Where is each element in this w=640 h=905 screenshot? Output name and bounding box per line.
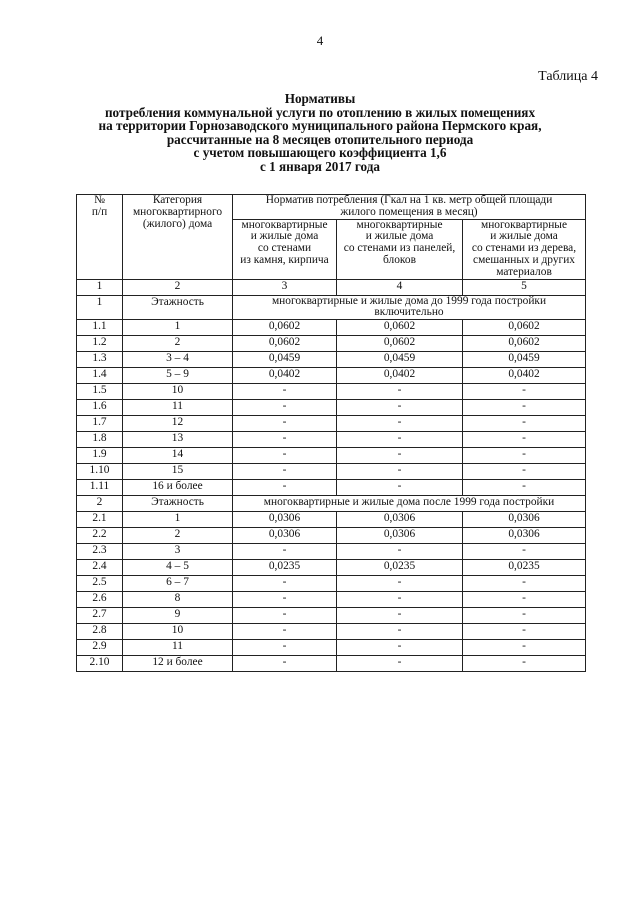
value-wood-mixed: - — [463, 592, 586, 608]
table-row — [77, 336, 586, 352]
table-row — [77, 624, 586, 640]
row-num: 1.1 — [77, 320, 123, 336]
value-panels-blocks: - — [337, 384, 463, 400]
table-row — [77, 640, 586, 656]
table-row — [77, 656, 586, 672]
row-num: 2.1 — [77, 512, 123, 528]
section-2-rows — [77, 512, 586, 672]
row-category: 1 — [123, 320, 233, 336]
row-category: 4 – 5 — [123, 560, 233, 576]
value-stone-brick: - — [233, 576, 337, 592]
title-line: с учетом повышающего коэффициента 1,6 — [193, 145, 447, 161]
row-category: 12 и более — [123, 656, 233, 672]
row-category: 15 — [123, 464, 233, 480]
value-wood-mixed: 0,0402 — [463, 368, 586, 384]
row-category: 3 — [123, 544, 233, 560]
table-row — [77, 464, 586, 480]
row-category: 6 – 7 — [123, 576, 233, 592]
value-wood-mixed: - — [463, 480, 586, 496]
table-row — [77, 528, 586, 544]
table-row — [77, 544, 586, 560]
title-line: на территории Горнозаводского муниципального района Пермского края, — [98, 118, 542, 134]
value-stone-brick: - — [233, 624, 337, 640]
table-row — [77, 576, 586, 592]
row-num: 1.2 — [77, 336, 123, 352]
table-row — [77, 352, 586, 368]
table-label: Таблица 4 — [538, 69, 598, 84]
row-category: 9 — [123, 608, 233, 624]
value-stone-brick: - — [233, 608, 337, 624]
value-panels-blocks: - — [337, 432, 463, 448]
row-num: 2.3 — [77, 544, 123, 560]
value-panels-blocks: - — [337, 592, 463, 608]
header-num: № п/п — [77, 195, 123, 280]
value-stone-brick: - — [233, 432, 337, 448]
row-num: 1.5 — [77, 384, 123, 400]
table-row — [77, 448, 586, 464]
row-num: 2.10 — [77, 656, 123, 672]
table-header — [77, 195, 586, 296]
table-row — [77, 320, 586, 336]
row-category: 2 — [123, 336, 233, 352]
row-category: 8 — [123, 592, 233, 608]
value-wood-mixed: - — [463, 640, 586, 656]
value-stone-brick: - — [233, 640, 337, 656]
value-panels-blocks: 0,0306 — [337, 512, 463, 528]
section-label: Этажность — [123, 496, 233, 512]
section-row — [77, 496, 586, 512]
value-stone-brick: - — [233, 448, 337, 464]
table-row — [77, 512, 586, 528]
row-num: 2.8 — [77, 624, 123, 640]
table-row — [77, 384, 586, 400]
value-stone-brick: 0,0602 — [233, 320, 337, 336]
section-num: 1 — [77, 295, 123, 320]
header-norm: Норматив потребления (Гкал на 1 кв. метр общей площади жилого помещения в месяц) — [233, 195, 586, 220]
row-category: 10 — [123, 384, 233, 400]
column-number: 2 — [123, 279, 233, 295]
value-panels-blocks: - — [337, 544, 463, 560]
value-wood-mixed: 0,0602 — [463, 336, 586, 352]
value-wood-mixed: - — [463, 432, 586, 448]
row-num: 2.9 — [77, 640, 123, 656]
value-wood-mixed: - — [463, 400, 586, 416]
value-panels-blocks: 0,0402 — [337, 368, 463, 384]
table-row — [77, 480, 586, 496]
table-row — [77, 400, 586, 416]
row-category: 2 — [123, 528, 233, 544]
title-line: рассчитанные на 8 месяцев отопительного периода — [166, 131, 474, 147]
row-num: 1.4 — [77, 368, 123, 384]
value-wood-mixed: - — [463, 464, 586, 480]
row-num: 1.9 — [77, 448, 123, 464]
row-category: 16 и более — [123, 480, 233, 496]
row-category: 11 — [123, 400, 233, 416]
row-num: 1.11 — [77, 480, 123, 496]
row-category: 1 — [123, 512, 233, 528]
row-num: 1.6 — [77, 400, 123, 416]
value-panels-blocks: - — [337, 400, 463, 416]
value-panels-blocks: - — [337, 416, 463, 432]
value-panels-blocks: - — [337, 448, 463, 464]
value-stone-brick: 0,0459 — [233, 352, 337, 368]
value-panels-blocks: 0,0235 — [337, 560, 463, 576]
value-wood-mixed: - — [463, 624, 586, 640]
value-wood-mixed: 0,0235 — [463, 560, 586, 576]
title-line: потребления коммунальной услуги по отоплению в жилых помещениях — [104, 104, 536, 120]
column-number-row — [77, 279, 586, 295]
row-category: 10 — [123, 624, 233, 640]
value-wood-mixed: 0,0306 — [463, 512, 586, 528]
header-col5: многоквартирные и жилые дома со стенами из дерева, смешанных и других материалов — [463, 219, 586, 279]
value-wood-mixed: 0,0459 — [463, 352, 586, 368]
row-num: 1.7 — [77, 416, 123, 432]
table-row — [77, 592, 586, 608]
row-category: 14 — [123, 448, 233, 464]
row-num: 1.3 — [77, 352, 123, 368]
table-row — [77, 560, 586, 576]
row-category: 5 – 9 — [123, 368, 233, 384]
value-stone-brick: 0,0602 — [233, 336, 337, 352]
value-panels-blocks: - — [337, 656, 463, 672]
value-wood-mixed: - — [463, 416, 586, 432]
table-row — [77, 416, 586, 432]
row-category: 11 — [123, 640, 233, 656]
value-panels-blocks: 0,0602 — [337, 320, 463, 336]
value-stone-brick: - — [233, 656, 337, 672]
section-row — [77, 295, 586, 320]
value-stone-brick: - — [233, 544, 337, 560]
value-wood-mixed: - — [463, 384, 586, 400]
value-stone-brick: - — [233, 464, 337, 480]
section-caption: многоквартирные и жилые дома после 1999 года постройки — [233, 496, 586, 512]
value-stone-brick: - — [233, 592, 337, 608]
column-number: 5 — [463, 279, 586, 295]
value-panels-blocks: 0,0602 — [337, 336, 463, 352]
value-wood-mixed: - — [463, 608, 586, 624]
document-title — [0, 92, 640, 174]
section-2 — [77, 496, 586, 512]
value-panels-blocks: 0,0459 — [337, 352, 463, 368]
section-num: 2 — [77, 496, 123, 512]
column-number: 3 — [233, 279, 337, 295]
row-num: 1.8 — [77, 432, 123, 448]
table-row — [77, 608, 586, 624]
row-num: 2.6 — [77, 592, 123, 608]
header-col4: многоквартирные и жилые дома со стенами из панелей, блоков — [337, 219, 463, 279]
value-wood-mixed: - — [463, 544, 586, 560]
title-line: Нормативы — [284, 91, 356, 106]
row-category: 3 – 4 — [123, 352, 233, 368]
section-1-rows — [77, 320, 586, 496]
page-number: 4 — [316, 33, 324, 48]
row-num: 2.2 — [77, 528, 123, 544]
value-stone-brick: 0,0306 — [233, 528, 337, 544]
value-panels-blocks: - — [337, 608, 463, 624]
row-num: 2.7 — [77, 608, 123, 624]
value-stone-brick: - — [233, 400, 337, 416]
value-panels-blocks: - — [337, 464, 463, 480]
value-wood-mixed: 0,0306 — [463, 528, 586, 544]
value-stone-brick: - — [233, 384, 337, 400]
value-panels-blocks: 0,0306 — [337, 528, 463, 544]
row-num: 2.4 — [77, 560, 123, 576]
value-stone-brick: 0,0402 — [233, 368, 337, 384]
value-stone-brick: - — [233, 416, 337, 432]
value-wood-mixed: - — [463, 656, 586, 672]
section-label: Этажность — [123, 295, 233, 320]
table-row — [77, 432, 586, 448]
column-number: 4 — [337, 279, 463, 295]
value-panels-blocks: - — [337, 640, 463, 656]
value-stone-brick: 0,0235 — [233, 560, 337, 576]
row-category: 12 — [123, 416, 233, 432]
row-category: 13 — [123, 432, 233, 448]
norms-table — [76, 194, 586, 672]
table-row — [77, 368, 586, 384]
value-panels-blocks: - — [337, 576, 463, 592]
header-category: Категория многоквартирного (жилого) дома — [123, 195, 233, 280]
title-line: с 1 января 2017 года — [259, 158, 381, 174]
value-wood-mixed: - — [463, 448, 586, 464]
value-stone-brick: - — [233, 480, 337, 496]
value-stone-brick: 0,0306 — [233, 512, 337, 528]
value-wood-mixed: - — [463, 576, 586, 592]
section-caption: многоквартирные и жилые дома до 1999 года постройки включительно — [233, 295, 586, 320]
value-panels-blocks: - — [337, 624, 463, 640]
row-num: 2.5 — [77, 576, 123, 592]
row-num: 1.10 — [77, 464, 123, 480]
header-col3: многоквартирные и жилые дома со стенами из камня, кирпича — [233, 219, 337, 279]
section-1 — [77, 295, 586, 320]
value-wood-mixed: 0,0602 — [463, 320, 586, 336]
column-number: 1 — [77, 279, 123, 295]
value-panels-blocks: - — [337, 480, 463, 496]
